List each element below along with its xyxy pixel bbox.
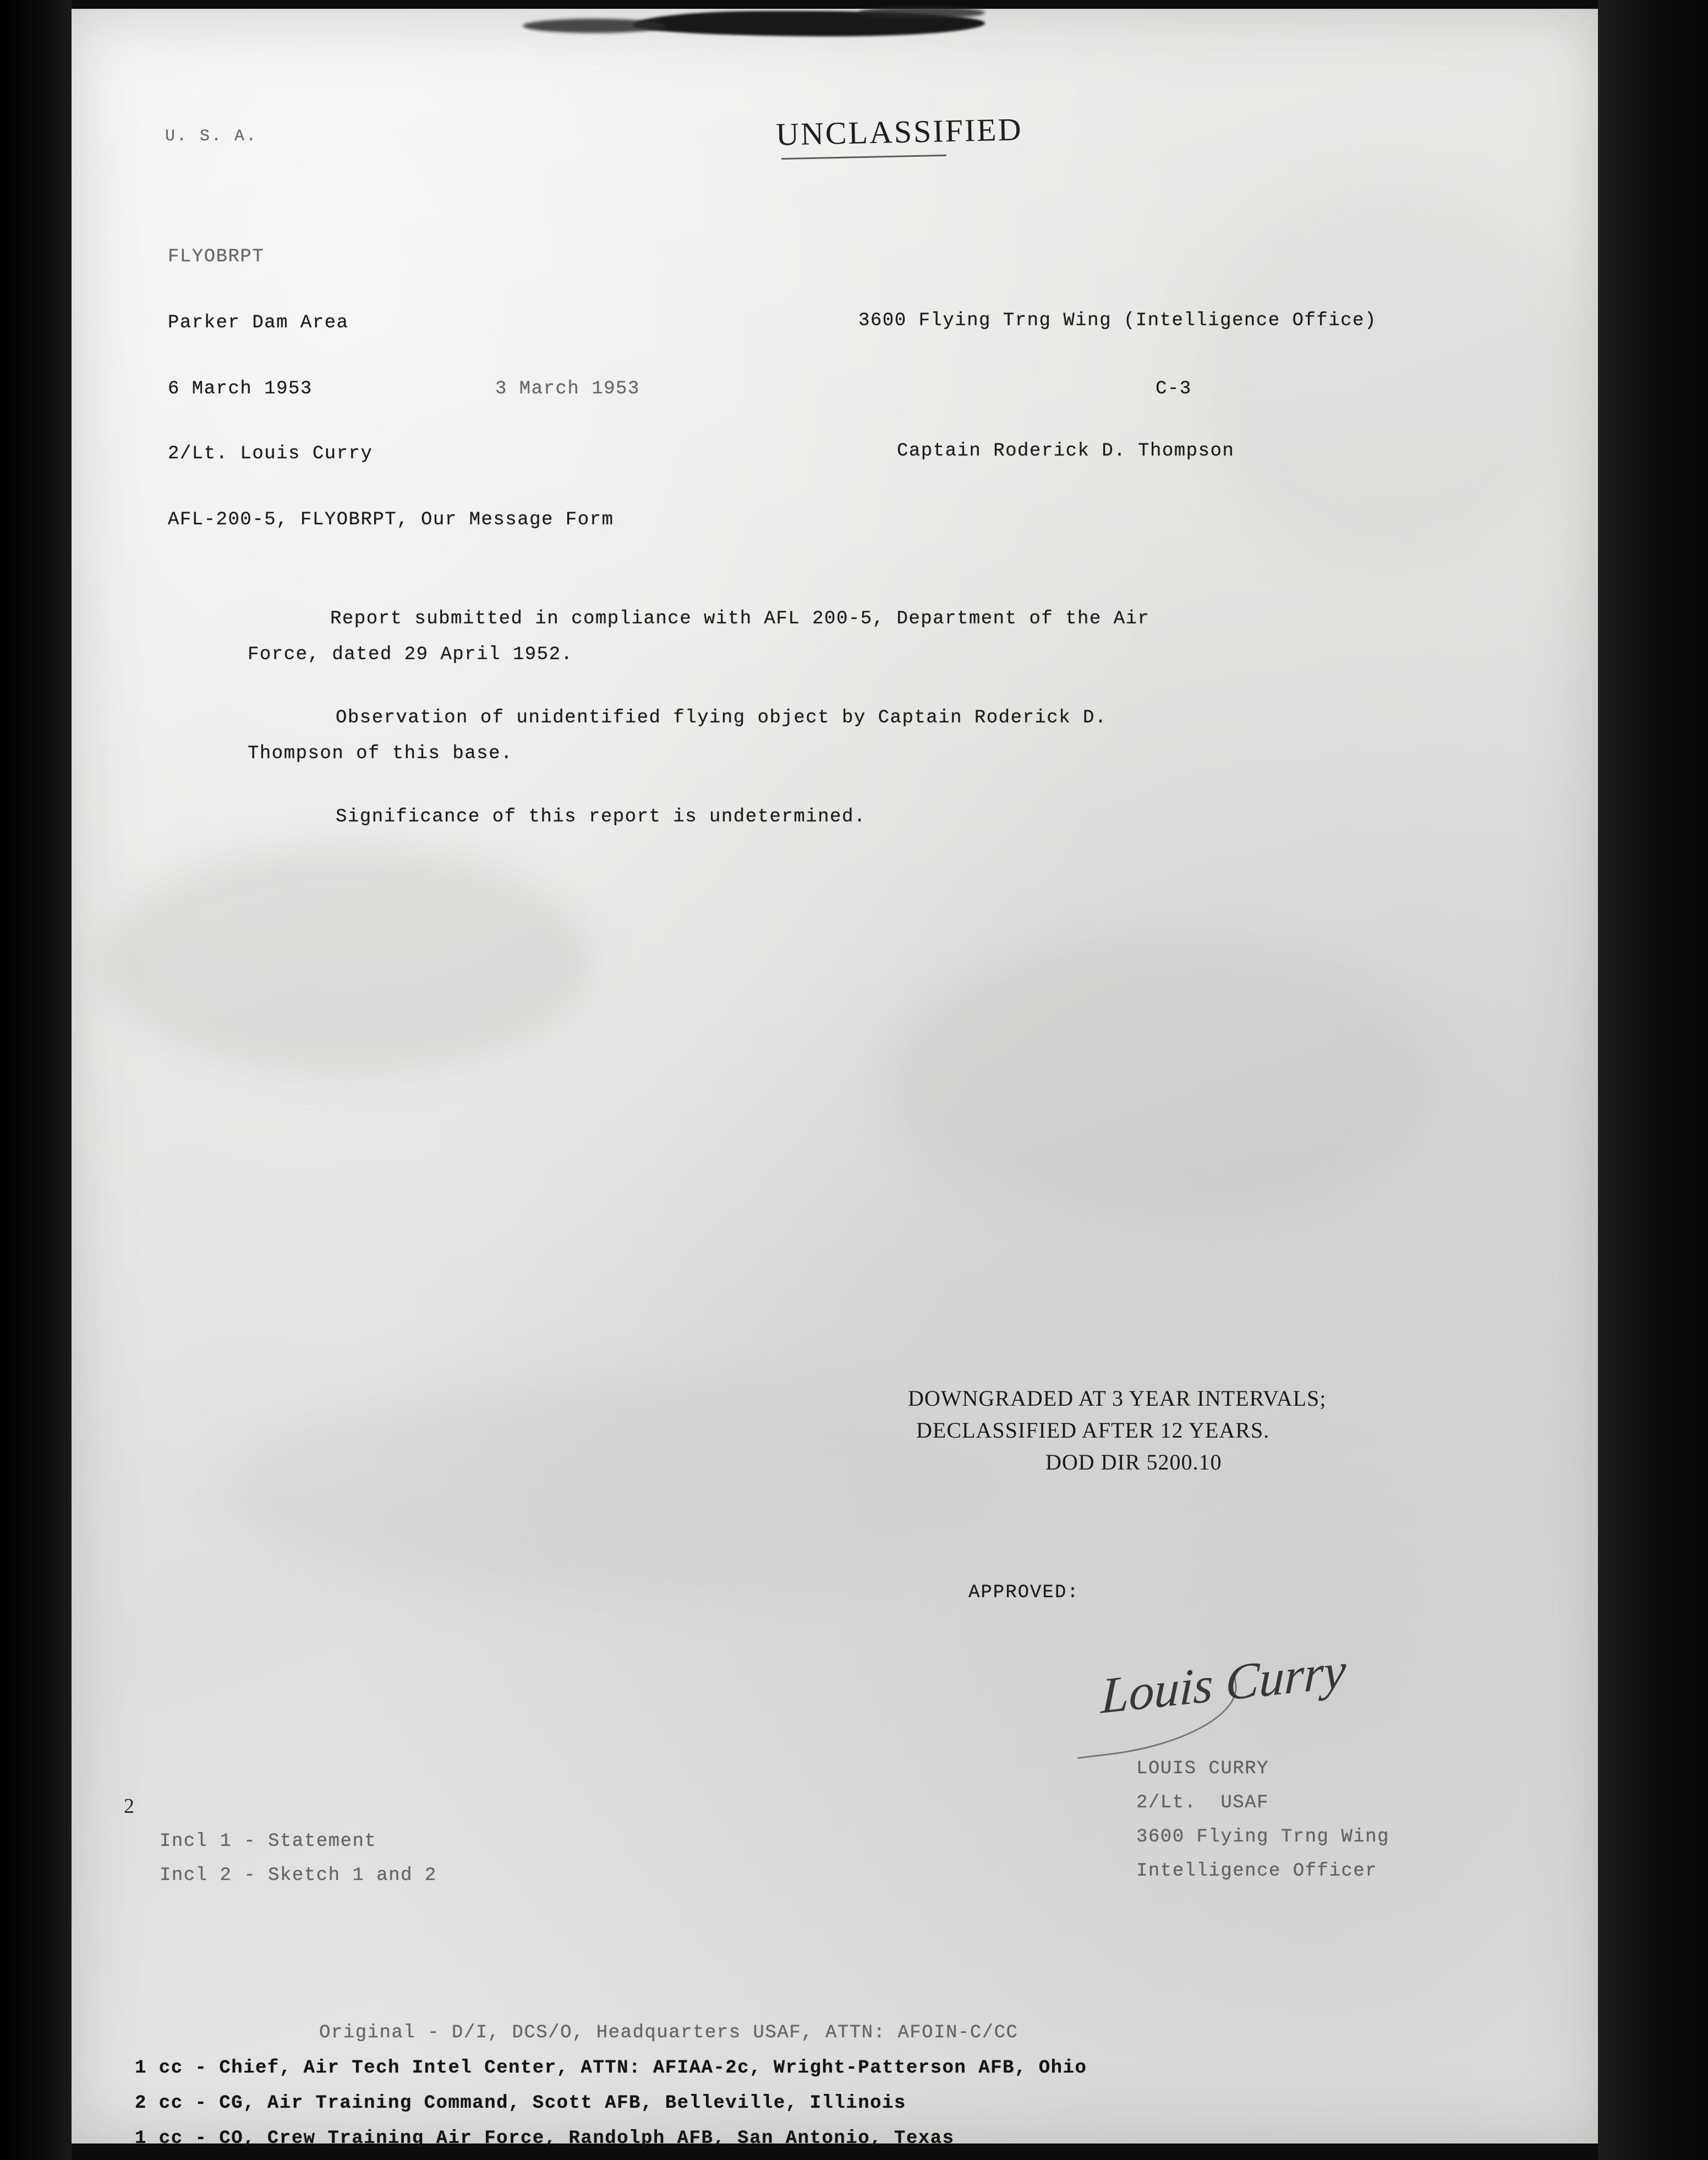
document-page (66, 9, 1601, 2149)
distribution-copy-2: 2 cc - CG, Air Training Command, Scott AFB, Belleville, Illinois (135, 2093, 906, 2114)
scan-blotch (1194, 174, 1579, 559)
scan-edge-left (0, 0, 72, 2160)
sighting-location: Parker Dam Area (168, 313, 349, 333)
signature-flourish (1070, 1671, 1244, 1759)
observer-name: Captain Roderick D. Thompson (897, 441, 1235, 462)
scan-smear-artifact (858, 7, 985, 19)
classification-stamp-underline (781, 155, 946, 160)
distribution-original: Original - D/I, DCS/O, Headquarters USAF, ATTN: AFOIN-C/CC (319, 2022, 1019, 2043)
signature: Louis Curry (1100, 1642, 1347, 1724)
date-of-sighting: 3 March 1953 (495, 379, 640, 399)
downgrade-notice-line-1: DOWNGRADED AT 3 YEAR INTERVALS; (908, 1386, 1327, 1411)
downgrade-notice-line-2: DECLASSIFIED AFTER 12 YEARS. (916, 1418, 1270, 1443)
downgrade-notice-line-3: DOD DIR 5200.10 (1045, 1450, 1222, 1474)
scan-blotch (99, 845, 594, 1076)
inclosure-1: Incl 1 - Statement (160, 1831, 377, 1852)
body-paragraph-2-line-2: Thompson of this base. (248, 743, 513, 764)
page-number: 2 (124, 1795, 134, 1818)
country-mark: U. S. A. (165, 127, 258, 146)
reference-line: AFL-200-5, FLYOBRPT, Our Message Form (168, 509, 614, 530)
bleed-through-artifact (451, 983, 743, 1003)
body-paragraph-1-line-2: Force, dated 29 April 1952. (248, 644, 573, 665)
report-code: C-3 (1156, 379, 1192, 399)
originating-office: 3600 Flying Trng Wing (Intelligence Office) (858, 310, 1377, 331)
signer-rank: 2/Lt. USAF (1136, 1792, 1269, 1813)
body-paragraph-3: Significance of this report is undetermined. (336, 807, 866, 827)
scan-edge-right (1598, 0, 1708, 2160)
preparing-officer: 2/Lt. Louis Curry (168, 443, 373, 464)
report-type: FLYOBRPT (168, 246, 265, 267)
scan-blotch (231, 1384, 1001, 1593)
signer-unit: 3600 Flying Trng Wing (1136, 1827, 1389, 1847)
approved-label: APPROVED: (968, 1582, 1080, 1603)
date-of-report: 6 March 1953 (168, 379, 313, 399)
body-paragraph-2-line-1: Observation of unidentified flying object by Captain Roderick D. (336, 708, 1107, 728)
signer-title: Intelligence Officer (1136, 1861, 1378, 1882)
distribution-copy-1: 1 cc - Chief, Air Tech Intel Center, ATTN: AFIAA-2c, Wright-Patterson AFB, Ohio (135, 2058, 1087, 2079)
inclosure-2: Incl 2 - Sketch 1 and 2 (160, 1865, 437, 1886)
scan-blotch (891, 944, 1442, 1219)
classification-stamp: UNCLASSIFIED (775, 111, 1023, 152)
signer-name: LOUIS CURRY (1136, 1758, 1269, 1779)
distribution-copy-3: 1 cc - CO, Crew Training Air Force, Randolph AFB, San Antonio, Texas (135, 2128, 955, 2149)
scan-smear-artifact (523, 19, 666, 33)
body-paragraph-1-line-1: Report submitted in compliance with AFL 200-5, Department of the Air (330, 608, 1150, 629)
